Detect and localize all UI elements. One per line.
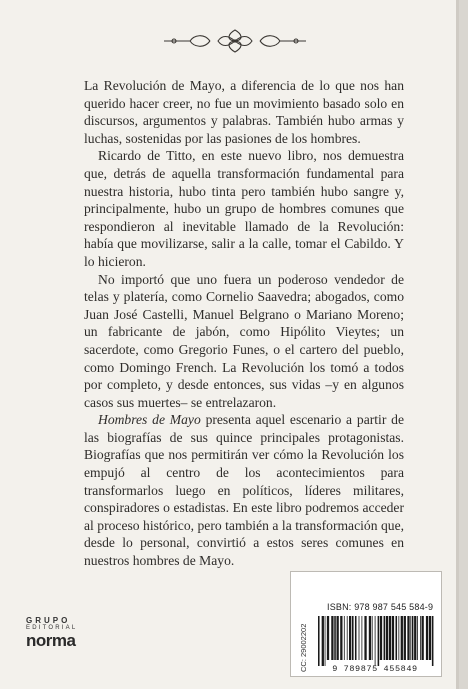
barcode-bar	[401, 616, 403, 660]
barcode-bar	[331, 616, 333, 660]
barcode-bar	[389, 616, 391, 660]
blurb-paragraph: La Revolución de Mayo, a diferencia de lo que nos han querido hacer creer, no fue un movimiento basado solo en discursos, argumentos y palabras. También hubo armas y luchas, sostenidas por las pasiones de los hombres.	[84, 78, 404, 146]
barcode-bar	[420, 616, 421, 660]
barcode-bar	[325, 616, 326, 666]
barcode-bar	[392, 616, 394, 660]
barcode-bar	[414, 616, 416, 660]
publisher-line-2: EDITORIAL	[26, 625, 78, 631]
barcode-bar	[417, 616, 418, 660]
barcode-bar	[359, 616, 360, 660]
blurb-paragraph: No importó que uno fuera un poderoso vendedor de telas y platería, como Cornelio Saavedra; abogados, como Juan José Castelli, Manuel Belgrano o Mariano Moreno; un fabricante de jabón, como Hipólito Vieytes; un sacerdote, como Gregorio Funes, o el cartero del pueblo, como Domingo French. La Revolución los tomó a todos por completo, y desde entonces, sus vidas –y en algunos casos sus muertes– se entrelazaron.	[84, 271, 404, 410]
blurb-text: presenta aquel escenario a partir de las biografías de sus quince principales protagonistas. Biografías que nos permitirán ver cómo la Revolución los empujó al centro de los acontecimientos para transformarlos luego en políticos, líderes militares, conspiradores o estadistas. En este libro podremos acceder al proceso histórico, pero también a la transformación que, desde lo personal, convirtió a estos seres comunes en nuestros hombres de Mayo.	[84, 412, 404, 569]
publisher-name: norma	[26, 631, 76, 650]
barcode-bar	[375, 616, 376, 666]
catalog-code: CC: 29002202	[299, 623, 308, 672]
barcode-digits: 9 789875 455849	[332, 664, 418, 674]
barcode-bar	[410, 616, 411, 660]
barcode-bar	[386, 616, 388, 660]
publisher-line-1: GRUPO	[26, 616, 71, 625]
barcode-bar	[426, 616, 428, 660]
back-cover-blurb	[84, 77, 404, 570]
blurb-paragraph: Ricardo de Titto, en este nuevo libro, nos demuestra que, detrás de aquella transformación fundamental para nuestra historia, hubo tinta pero también hubo sangre y, principalmente, hubo un grupo de hombres comunes que respondieron al inevitable llamado de la Revolución: había que movilizarse, salir a la calle, tomar el Cabildo. Y lo hicieron.	[84, 148, 404, 269]
barcode-bar	[355, 616, 357, 660]
barcode-bar	[318, 616, 320, 666]
barcode-bar	[337, 616, 339, 660]
barcode-bar	[369, 616, 371, 660]
barcode-bar	[352, 616, 354, 660]
barcode-bar	[349, 616, 351, 660]
barcode-bar	[347, 616, 348, 660]
decorative-ornament	[160, 24, 310, 58]
barcode-bar	[344, 616, 345, 660]
barcode-bar	[404, 616, 406, 660]
barcode-bar	[362, 616, 363, 660]
isbn-text: ISBN: 978 987 545 584-9	[327, 602, 434, 612]
barcode-bar	[378, 616, 380, 666]
barcode-bar	[396, 616, 398, 660]
barcode-bar	[327, 616, 329, 660]
barcode-bar	[340, 616, 342, 660]
barcode-bar	[364, 616, 366, 660]
barcode-bar	[380, 616, 382, 660]
publisher-logo	[26, 616, 96, 650]
barcode-bar	[372, 616, 373, 660]
barcode-bar	[407, 616, 409, 660]
barcode-icon	[317, 616, 435, 666]
barcode-bar	[412, 616, 414, 660]
barcode-bar	[322, 616, 324, 666]
barcode-bar	[398, 616, 399, 660]
barcode-label	[290, 571, 442, 677]
blurb-paragraph	[84, 411, 404, 569]
barcode-bar	[384, 616, 386, 660]
barcode-bar	[422, 616, 424, 660]
book-title: Hombres de Mayo	[98, 412, 201, 428]
barcode-bar	[429, 616, 431, 660]
barcode-bar	[432, 616, 434, 666]
barcode-bar	[334, 616, 336, 660]
